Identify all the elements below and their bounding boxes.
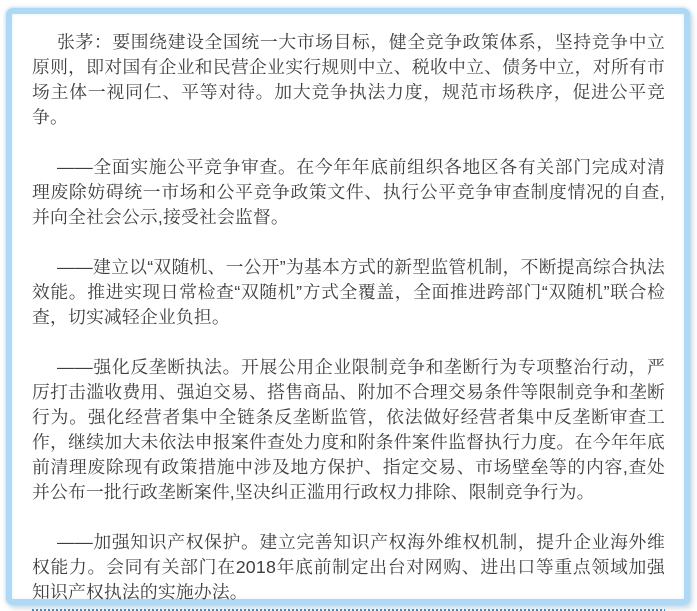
paragraph-antitrust-enforcement: ——强化反垄断执法。开展公用企业限制竞争和垄断行为专项整治行动，严厉打击滥收费用、强迫交易、搭售商品、附加不合理交易条件等限制竞争和垄断行为。强化经营者集中全链条反垄断监管，依法做好经营者集中反垄断审查工作，继续加大未依法申报案件查处力度和附条件案件监督执行力度。在今年年底前清理废除现有政策措施中涉及地方保护、指定交易、市场壁垒等的内容,查处并公布一批行政垄断案件,坚决纠正滥用行政权力排除、限制竞争行为。 bbox=[32, 357, 665, 502]
article-content bbox=[12, 14, 684, 611]
paragraph-ip-protection: ——加强知识产权保护。建立完善知识产权海外维权机制，提升企业海外维权能力。会同有关部门在2018年底前制定出台对网购、进出口等重点领域加强知识产权执法的实施办法。 bbox=[32, 532, 665, 602]
paragraph-fair-competition-review: ——全面实施公平竞争审查。在今年年底前组织各地区各有关部门完成对清理废除妨碍统一市场和公平竞争政策文件、执行公平竞争审查制度情况的自查,并向全社会公示,接受社会监督。 bbox=[32, 157, 665, 227]
article-frame bbox=[6, 8, 690, 605]
paragraph-intro: 张茅：要围绕建设全国统一大市场目标，健全竞争政策体系，坚持竞争中立原则，即对国有企业和民营企业实行规则中立、税收中立、债务中立，对所有市场主体一视同仁、平等对待。加大竞争执法力度，规范市场秩序，促进公平竞争。 bbox=[32, 32, 665, 127]
paragraph-double-random-inspection: ——建立以“双随机、一公开”为基本方式的新型监管机制，不断提高综合执法效能。推进实现日常检查“双随机”方式全覆盖，全面推进跨部门“双随机”联合检查，切实减轻企业负担。 bbox=[32, 257, 665, 327]
